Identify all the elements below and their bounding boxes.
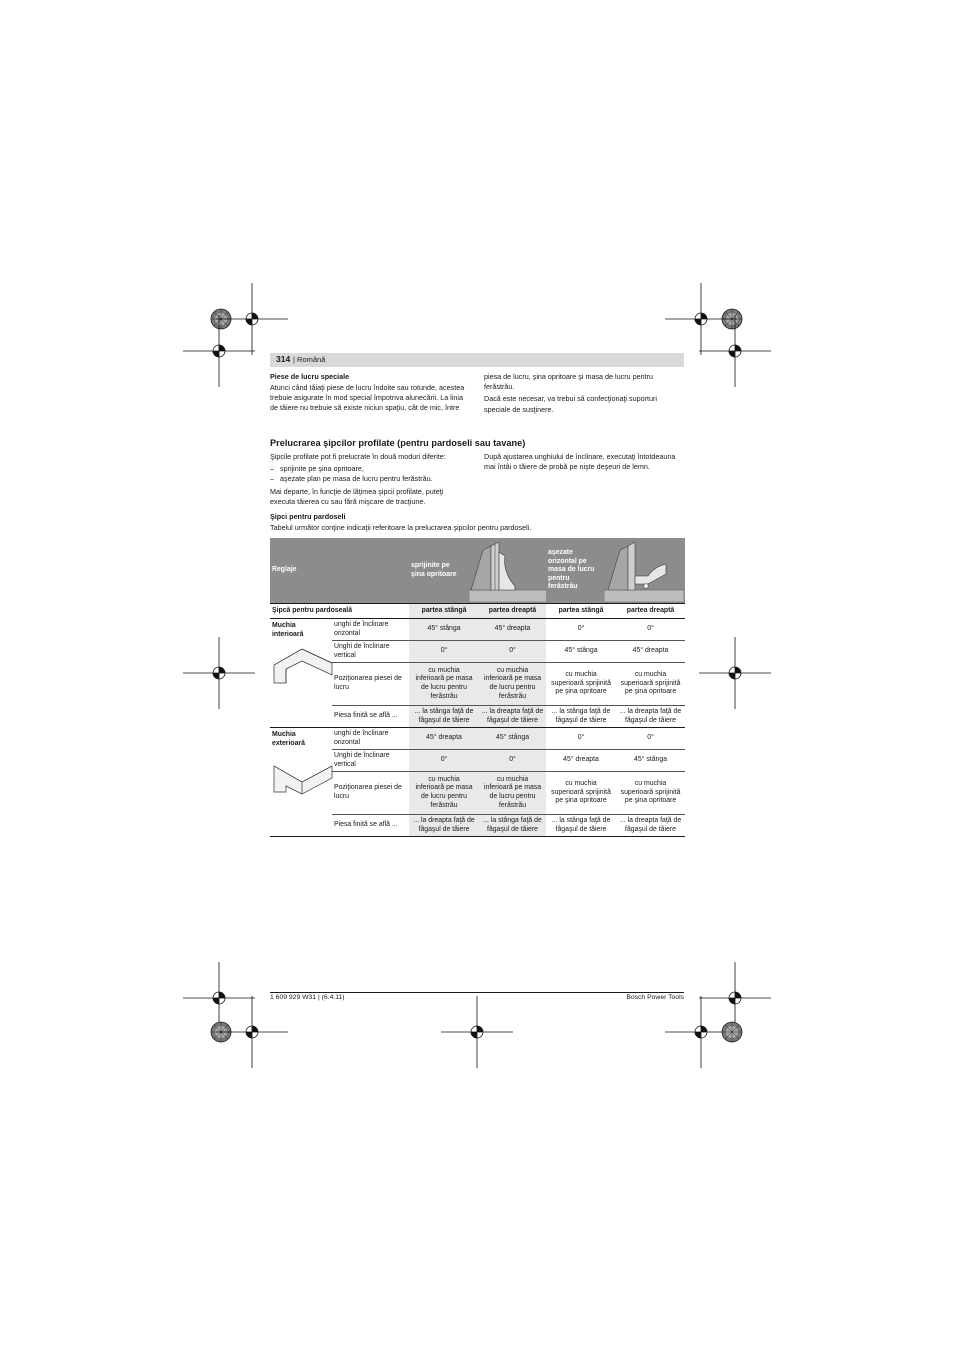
- cell-line: pe şina opritoare: [555, 688, 607, 696]
- row-label-line: Piesa finită se află ...: [334, 821, 398, 829]
- cell-line: 45° dreapta: [494, 625, 531, 633]
- cell-line: cu muchia: [634, 671, 667, 679]
- section-title-special-pieces: Piese de lucru speciale: [270, 372, 350, 381]
- group-name-line: exterioară: [272, 739, 305, 747]
- cell-line: ... la dreapta faţă de: [619, 707, 682, 715]
- cell-line: 0°: [647, 625, 654, 633]
- row-label-line: vertical: [334, 651, 356, 659]
- table-cell: [409, 663, 479, 706]
- cell-line: inferioară pe masa: [415, 784, 473, 792]
- cell-line: fâgaşul de tăiere: [625, 825, 676, 833]
- table-row: [270, 706, 685, 728]
- table-cell: [546, 641, 616, 663]
- row-label: [332, 750, 409, 772]
- cell-line: superioară sprijinită: [620, 788, 681, 796]
- floor-strip-settings-table: [270, 538, 685, 837]
- row-label: [332, 663, 409, 706]
- cell-line: ... la stânga faţă de: [414, 707, 474, 715]
- flat-table-illustration: [604, 540, 684, 602]
- row-label-line: Poziţionarea piesei de: [334, 675, 402, 683]
- cell-line: ... la dreapta faţă de: [619, 816, 682, 824]
- cell-line: 0°: [647, 734, 654, 742]
- cell-line: cu muchia: [565, 671, 597, 679]
- table-cell: [616, 619, 685, 641]
- table-cell: [409, 815, 479, 837]
- cell-line: 0°: [509, 647, 516, 655]
- page-language: | Română: [293, 355, 326, 364]
- cell-line: de lucru pentru: [489, 793, 536, 800]
- subheader-strip: Şipcă pentru pardoseală: [270, 604, 409, 619]
- cell-line: fâgaşul de tăiere: [555, 716, 607, 724]
- cell-line: de lucru pentru: [421, 684, 467, 691]
- table-cell: [409, 641, 479, 663]
- row-label-line: unghi de înclinare: [334, 729, 389, 737]
- table-cell: [546, 750, 616, 772]
- cell-line: ... la stânga faţă de: [551, 707, 611, 715]
- cell-line: superioară sprijinită: [620, 679, 681, 687]
- table-cell: [616, 750, 685, 772]
- row-label-line: vertical: [334, 760, 356, 768]
- cell-line: cu muchia: [428, 666, 460, 674]
- table-cell: [616, 706, 685, 728]
- table-cell: [616, 728, 685, 750]
- cell-line: 0°: [577, 734, 585, 742]
- cell-line: cu muchia: [496, 775, 529, 783]
- table-row: [270, 728, 685, 750]
- footer-brand: Bosch Power Tools: [626, 994, 684, 1001]
- row-label: [332, 641, 409, 663]
- section2-left-text: Şipcile profilate pot fi prelucrate în două moduri diferite: – sprijinite pe şina opritoare, – aşezate plan pe masa de lucru pentru ferăstrău. Mai departe, în funcţie de lăţimea şipcii profilate, puteţi executa tăierea cu sau fără mişcare de tracţiune.: [270, 452, 446, 506]
- page-header-bar: [270, 353, 684, 367]
- table-cell: [479, 728, 546, 750]
- table-cell: [479, 750, 546, 772]
- table-cell: [409, 772, 479, 815]
- header-settings: Reglaje: [270, 538, 409, 604]
- table-cell: [479, 663, 546, 706]
- cell-line: 0°: [440, 756, 448, 764]
- table-cell: [546, 728, 616, 750]
- cell-line: ... la stânga faţă de: [551, 816, 611, 824]
- cell-line: fâgaşul de tăiere: [418, 716, 470, 724]
- cell-line: fâgaşul de tăiere: [487, 825, 538, 833]
- cell-line: ferăstrău: [498, 692, 527, 700]
- row-label: [332, 815, 409, 837]
- cell-line: fâgaşul de tăiere: [487, 716, 538, 724]
- cell-line: ferăstrău: [498, 801, 527, 809]
- subheader-left-2: partea stângă: [546, 604, 616, 619]
- cell-line: 45° stânga: [427, 625, 461, 633]
- row-label-line: Poziţionarea piesei de: [334, 784, 402, 792]
- cell-line: superioară sprijinită: [551, 788, 611, 796]
- section-title-profiled-strips: Prelucrarea şipcilor profilate (pentru pardoseli sau tavane): [270, 438, 526, 448]
- cell-line: pe şina opritoare: [624, 688, 677, 696]
- section1-right-text: piesa de lucru, şina opritoare şi masa de lucru pentru ferăstrău. Dacă este necesar, va trebui să confecţionaţi suporturi speciale de susţinere.: [484, 372, 657, 414]
- outer-corner-illustration: [272, 752, 330, 800]
- header-mode-table: aşezate orizontal pe masa de lucru pentru ferăstrău: [546, 538, 685, 604]
- group-name-line: Muchia: [272, 622, 296, 629]
- cell-line: cu muchia: [428, 775, 460, 783]
- table-cell: [616, 772, 685, 815]
- table-cell: [616, 641, 685, 663]
- cell-line: inferioară pe masa: [483, 675, 542, 683]
- row-label-line: lucru: [334, 684, 349, 691]
- table-cell: [409, 619, 479, 641]
- cell-line: cu muchia: [634, 780, 667, 788]
- cell-line: inferioară pe masa: [483, 784, 542, 792]
- cell-line: de lucru pentru: [421, 793, 467, 800]
- table-intro-text: Tabelul următor conţine indicaţii referitoare la prelucrarea şipcilor pentru pardoseli.: [270, 523, 532, 532]
- row-label-line: Unghi de înclinare: [334, 642, 390, 650]
- cell-line: 45° dreapta: [563, 756, 599, 764]
- group-name-line: Muchia: [272, 731, 296, 738]
- group-name-line: interioară: [272, 630, 304, 638]
- row-label-line: unghi de înclinare: [334, 620, 389, 628]
- section2-right-text: După ajustarea unghiului de înclinare, executaţi întotdeauna mai întâi o tăiere de probă pe nişte deşeuri de lemn.: [484, 452, 676, 472]
- table-cell: [409, 728, 479, 750]
- cell-line: cu muchia: [496, 666, 529, 674]
- cell-line: 45° dreapta: [632, 647, 669, 655]
- cell-line: pe şina opritoare: [624, 797, 677, 805]
- cell-line: 45° stânga: [634, 756, 668, 764]
- row-label-line: Unghi de înclinare: [334, 751, 390, 759]
- cell-line: superioară sprijinită: [551, 679, 611, 687]
- page-number: 314: [276, 354, 291, 364]
- cell-line: cu muchia: [565, 780, 597, 788]
- cell-line: 45° stânga: [496, 734, 530, 742]
- cell-line: pe şina opritoare: [555, 797, 607, 805]
- footer-document-code: 1 609 929 W31 | (6.4.11): [270, 994, 345, 1001]
- cell-line: 45° stânga: [564, 647, 598, 655]
- cell-line: inferioară pe masa: [415, 675, 473, 683]
- subheader-left-1: partea stângă: [409, 604, 479, 619]
- cell-line: 0°: [509, 756, 516, 764]
- cell-line: fâgaşul de tăiere: [625, 716, 676, 724]
- table-cell: [546, 619, 616, 641]
- row-label: [332, 772, 409, 815]
- cell-line: fâgaşul de tăiere: [418, 825, 470, 833]
- table-cell: [479, 815, 546, 837]
- row-label: [332, 706, 409, 728]
- cell-line: de lucru pentru: [489, 684, 536, 691]
- table-cell: [616, 663, 685, 706]
- table-cell: [409, 706, 479, 728]
- subheader-right-1: partea dreaptă: [479, 604, 546, 619]
- table-cell: [546, 706, 616, 728]
- row-label-line: orizontal: [334, 629, 361, 637]
- cell-line: 0°: [440, 647, 448, 655]
- table-subheader-row: [270, 604, 685, 619]
- section1-left-text: Atunci când tăiaţi piese de lucru îndoite sau rotunde, acestea trebuie asigurate în mod special împotriva alunecării. La linia de tăiere nu trebuie să existe niciun spaţiu, cât de mic, între: [270, 383, 465, 413]
- subsection-title-floor-strips: Şipci pentru pardoseli: [270, 512, 346, 521]
- table-cell: [546, 663, 616, 706]
- table-cell: [546, 815, 616, 837]
- table-cell: [409, 750, 479, 772]
- header-mode-fence: sprijinite pe şina opritoare: [409, 538, 546, 604]
- row-label-line: lucru: [334, 793, 349, 800]
- row-label-line: Piesa finită se află ...: [334, 712, 398, 720]
- cell-line: 0°: [577, 625, 585, 633]
- cell-line: ... la stânga faţă de: [483, 816, 542, 824]
- inner-corner-illustration: [272, 643, 330, 691]
- table-cell: [479, 619, 546, 641]
- cell-line: ferăstrău: [430, 692, 458, 700]
- cell-line: ferăstrău: [430, 801, 458, 809]
- cell-line: fâgaşul de tăiere: [555, 825, 607, 833]
- row-label: [332, 619, 409, 641]
- table-row: [270, 815, 685, 837]
- table-cell: [479, 706, 546, 728]
- cell-line: ... la dreapta faţă de: [481, 707, 544, 715]
- group-inner-edge: [270, 619, 332, 728]
- row-label-line: orizontal: [334, 738, 361, 746]
- table-cell: [616, 815, 685, 837]
- fence-support-illustration: [469, 540, 547, 602]
- table-cell: [546, 772, 616, 815]
- row-label: [332, 728, 409, 750]
- cell-line: 45° dreapta: [426, 734, 462, 742]
- group-outer-edge: [270, 728, 332, 837]
- table-header-row: [270, 538, 685, 604]
- subheader-right-2: partea dreaptă: [616, 604, 685, 619]
- table-cell: [479, 641, 546, 663]
- table-cell: [479, 772, 546, 815]
- cell-line: ... la dreapta faţă de: [413, 816, 475, 824]
- table-row: [270, 619, 685, 641]
- footer-rule: [270, 992, 684, 993]
